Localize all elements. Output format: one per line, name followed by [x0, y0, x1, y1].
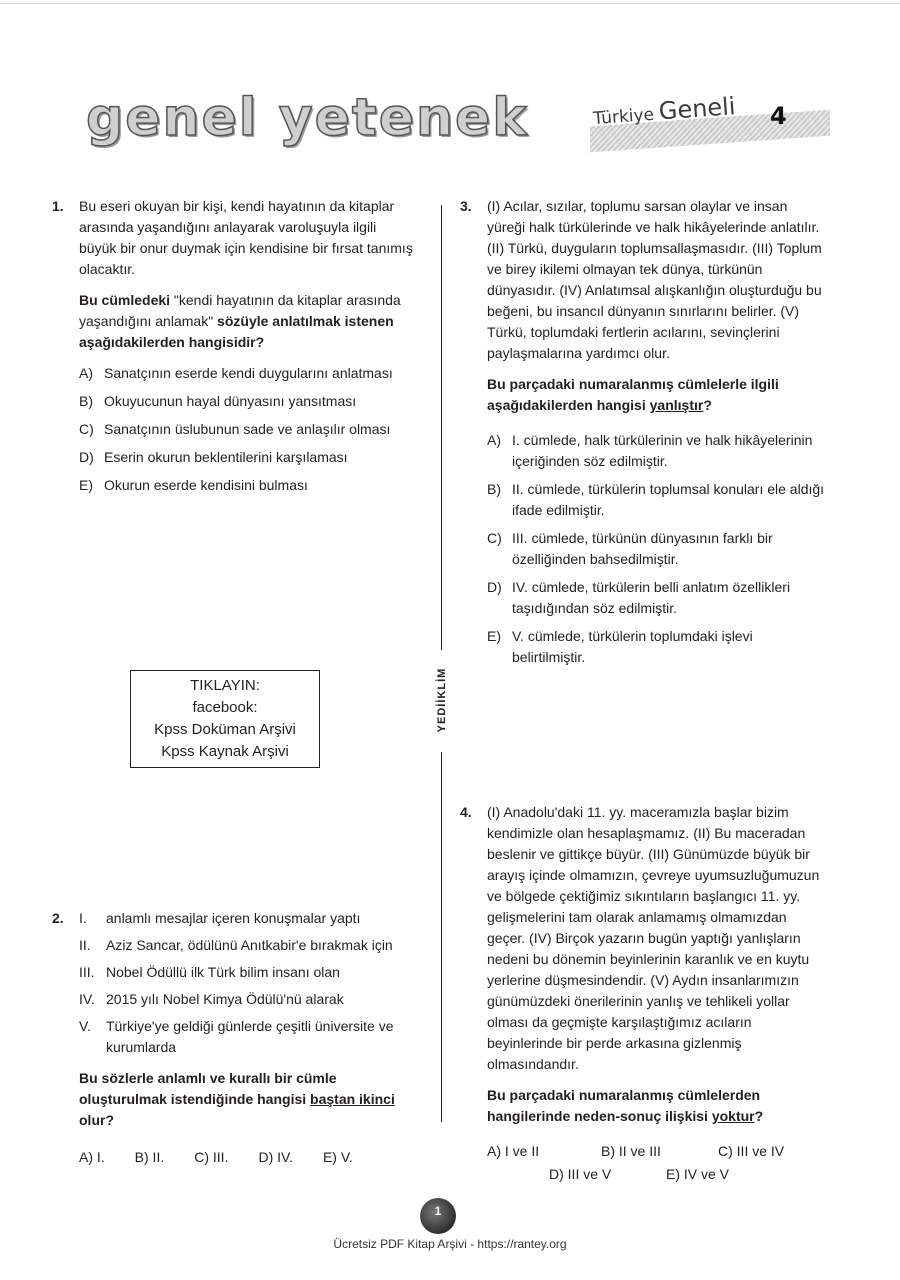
answer-option[interactable]: [79, 363, 417, 384]
instruction-part: ?: [703, 397, 712, 413]
question-instruction: [487, 1085, 826, 1127]
option-text: I. cümlede, halk türkülerinin ve halk hikâyelerinin içeriğinden söz edilmiştir.: [512, 432, 813, 469]
answer-option[interactable]: B) II ve III: [601, 1143, 661, 1159]
item-label: IV.: [79, 991, 95, 1007]
top-rule: [0, 3, 900, 4]
answer-option[interactable]: [487, 577, 826, 619]
answer-option[interactable]: [487, 479, 826, 521]
answer-option[interactable]: D) III ve V: [549, 1166, 612, 1182]
answer-option[interactable]: A) I ve II: [487, 1143, 540, 1159]
option-label: D): [79, 449, 94, 465]
item-label: V.: [79, 1018, 91, 1034]
question-instruction: [79, 1068, 417, 1131]
series-number: 4: [770, 102, 787, 130]
question-number: 2.: [52, 910, 64, 926]
instruction-part: olur?: [79, 1112, 114, 1128]
option-label: D): [487, 579, 502, 595]
promo-line: TIKLAYIN:: [190, 677, 260, 694]
option-label: B): [487, 481, 501, 497]
promo-box[interactable]: [130, 670, 320, 768]
answer-option[interactable]: C) III ve IV: [718, 1143, 785, 1159]
instruction-underlined: yanlıştır: [649, 397, 704, 413]
answer-option[interactable]: [487, 626, 826, 668]
promo-line: Kpss Kaynak Arşivi: [161, 743, 289, 760]
question-number: 3.: [460, 198, 472, 214]
question-instruction: [79, 290, 417, 353]
item-label: I.: [79, 910, 87, 926]
brand-title: genel yetenek: [86, 88, 529, 148]
answer-option[interactable]: E) IV ve V: [666, 1166, 730, 1182]
list-item: [79, 989, 417, 1010]
answer-option[interactable]: [487, 430, 826, 472]
option-label: C): [79, 421, 94, 437]
option-text: II. cümlede, türkülerin toplumsal konuları ele aldığı ifade edilmiştir.: [512, 481, 825, 518]
option-label: C): [487, 530, 502, 546]
option-label: E): [487, 628, 501, 644]
answer-option[interactable]: A) I.: [79, 1149, 105, 1165]
item-text: Nobel Ödüllü ilk Türk bilim insanı olan: [106, 964, 340, 980]
option-text: Eserin okurun beklentilerini karşılaması: [104, 449, 348, 465]
vertical-brand: YEDİİKLİM: [436, 664, 448, 737]
option-label: B): [79, 393, 93, 409]
item-text: 2015 yılı Nobel Kimya Ödülü'nü alarak: [106, 991, 344, 1007]
question-1: [52, 196, 417, 496]
item-text: Türkiye'ye geldiği günlerde çeşitli üniversite ve kurumlarda: [106, 1018, 394, 1055]
question-2: [52, 908, 417, 1168]
answer-option[interactable]: [79, 447, 417, 468]
options-row: [487, 1164, 826, 1185]
answer-option[interactable]: [487, 528, 826, 570]
answer-option[interactable]: [79, 419, 417, 440]
options-row: [487, 1141, 826, 1162]
footer-text[interactable]: Ücretsiz PDF Kitap Arşivi - https://rantey.org: [333, 1237, 567, 1251]
item-text: Aziz Sancar, ödülünü Anıtkabir'e bırakmak için: [106, 937, 393, 953]
series-badge: [590, 92, 830, 152]
list-item: [79, 908, 417, 929]
answer-options: [487, 1141, 826, 1185]
list-item: [79, 935, 417, 956]
answer-option[interactable]: [79, 475, 417, 496]
list-item: [79, 962, 417, 983]
instruction-underlined: baştan ikinci: [310, 1091, 395, 1107]
option-text: Okuyucunun hayal dünyasını yansıtması: [104, 393, 357, 409]
answer-option[interactable]: B) II.: [134, 1149, 165, 1165]
answer-option[interactable]: E) V.: [322, 1149, 353, 1165]
instruction-part: ?: [754, 1108, 764, 1124]
instruction-part: Bu parçadaki numaralanmış cümlelerden hangilerinde neden-sonuç ilişkisi: [487, 1087, 761, 1124]
promo-line: Kpss Doküman Arşivi: [154, 721, 296, 738]
instruction-quote: "kendi hayatının da kitaplar arasında yaşandığını anlamak": [79, 292, 401, 329]
answer-option[interactable]: [79, 391, 417, 412]
question-instruction: [487, 374, 826, 416]
option-text: IV. cümlede, türkülerin belli anlatım özellikleri taşıdığından söz edilmiştir.: [512, 579, 791, 616]
instruction-underlined: yoktur: [711, 1108, 755, 1124]
roman-list: [79, 908, 417, 1058]
question-stem: Bu eseri okuyan bir kişi, kendi hayatının da kitaplar arasında yaşandığını anlayarak varoluşuyla ilgili büyük bir onur duymak için kendisine bir fırsat tanımış olacaktır.: [79, 198, 413, 277]
option-text: Sanatçının eserde kendi duygularını anlatması: [104, 365, 393, 381]
answer-option[interactable]: D) IV.: [258, 1149, 293, 1165]
question-number: 1.: [52, 198, 64, 214]
promo-line: facebook:: [192, 699, 258, 716]
instruction-part: sözüyle anlatılmak istenen aşağıdakilerden hangisidir?: [79, 313, 394, 350]
page-number-badge: 1: [420, 1198, 456, 1234]
instruction-part: Bu sözlerle anlamlı ve kurallı bir cümle oluşturulmak istendiğinde hangisi: [79, 1070, 337, 1107]
question-stem: (I) Anadolu'daki 11. yy. maceramızla başlar bizim kendimizle olan hesaplaşmamız. (II) Bu maceradan beslenir ve gittikçe büyür. (III) Günümüzde büyük bir arayış içinde olmamızın, çevreye uyumsuzluğumuzun ve bölgede çektiğimiz sıkıntıların başlangıcı 11. yy. gelişmelerini tam olarak anlamamış olmamızdan geçer. (IV) Birçok yazarın bugün yaptığı yanlışların nedeni bu dönemin beyinlerinin karanlık ve en kuytu yerlerine düşmesindendir. (V) Aydın insanlarımızın günümüzdeki önerilerinin yanlış ve tehlikeli yollar olması da geçmişte karşılaştığımız acıların beyinlerinde bir perde arkasına gizlenmiş olmasındandır.: [487, 804, 820, 1072]
item-text: anlamlı mesajlar içeren konuşmalar yaptı: [106, 910, 361, 926]
option-text: Okurun eserde kendisini bulması: [104, 477, 308, 493]
column-divider-bottom: [441, 752, 442, 1122]
column-divider-top: [441, 205, 442, 650]
instruction-part: Bu cümledeki: [79, 292, 174, 308]
option-text: V. cümlede, türkülerin toplumdaki işlevi belirtilmiştir.: [512, 628, 753, 665]
list-item: [79, 1016, 417, 1058]
option-label: A): [79, 365, 93, 381]
question-3: [460, 196, 826, 668]
answer-options: [79, 1147, 417, 1168]
answer-options: [487, 430, 826, 668]
answer-options: [79, 363, 417, 496]
option-text: Sanatçının üslubunun sade ve anlaşılır olması: [104, 421, 391, 437]
item-label: III.: [79, 964, 95, 980]
instruction-part: Bu parçadaki numaralanmış cümlelerle ilgili aşağıdakilerden hangisi: [487, 376, 779, 413]
question-number: 4.: [460, 804, 472, 820]
series-prefix: Türkiye: [592, 104, 655, 130]
item-label: II.: [79, 937, 91, 953]
series-main: Geneli: [657, 92, 737, 126]
option-text: III. cümlede, türkünün dünyasının farklı bir özelliğinden bahsedilmiştir.: [512, 530, 773, 567]
question-4: [460, 802, 826, 1185]
option-label: A): [487, 432, 501, 448]
question-stem: (I) Acılar, sızılar, toplumu sarsan olaylar ve insan yüreği halk türkülerinde ve halk hikâyelerinde anlatılır. (II) Türkü, duyguların toplumsallaşmasıdır. (III) Toplum ve birey ikilemi olmayan tek dünya, türkünün dünyasıdır. (IV) Anlatımsal alışkanlığın oluşturduğu bu beğeni, bu insancıl dünyanın sınırlarını belirler. (V) Türkü, toplumdaki fertlerin acılarını, sevinçlerini paylaşmalarına yardımcı olur.: [487, 198, 822, 361]
answer-option[interactable]: C) III.: [194, 1149, 229, 1165]
option-label: E): [79, 477, 93, 493]
